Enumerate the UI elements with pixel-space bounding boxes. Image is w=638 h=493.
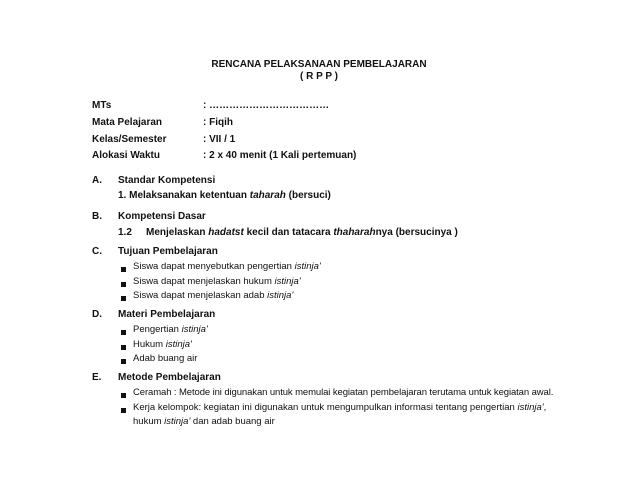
section-b-item-number: 1.2 <box>118 227 132 238</box>
section-b-item: Menjelaskan hadatst kecil dan tatacara thaharahnya (bersucinya ) <box>146 227 458 238</box>
info-label-time: Alokasi Waktu <box>92 150 160 161</box>
section-a-item: 1. Melaksanakan ketentuan taharah (bersuci) <box>118 190 331 201</box>
bullet-icon <box>121 293 126 304</box>
info-label-mts: MTs <box>92 100 112 111</box>
section-e-letter: E. <box>92 372 102 383</box>
section-b-heading: Kompetensi Dasar <box>118 211 206 222</box>
bullet-icon <box>121 327 126 338</box>
bullet-icon <box>121 390 126 401</box>
section-c-letter: C. <box>92 246 102 257</box>
section-e-heading: Metode Pembelajaran <box>118 372 221 383</box>
list-item: Siswa dapat menyebutkan pengertian istinja' <box>133 261 321 272</box>
info-value-subject: : Fiqih <box>203 117 233 128</box>
section-d-letter: D. <box>92 309 102 320</box>
document-subtitle: ( R P P ) <box>300 71 338 82</box>
bullet-icon <box>121 405 126 416</box>
info-value-time: : 2 x 40 menit (1 Kali pertemuan) <box>203 150 357 161</box>
section-d-heading: Materi Pembelajaran <box>118 309 216 320</box>
section-b-letter: B. <box>92 211 102 222</box>
section-a-letter: A. <box>92 175 102 186</box>
section-c-heading: Tujuan Pembelajaran <box>118 246 218 257</box>
info-label-subject: Mata Pelajaran <box>92 117 163 128</box>
bullet-icon <box>121 356 126 367</box>
document-title: RENCANA PELAKSANAAN PEMBELAJARAN <box>211 59 427 70</box>
section-a-heading: Standar Kompetensi <box>118 175 216 186</box>
list-item: Siswa dapat menjelaskan adab istinja' <box>133 290 294 301</box>
info-value-mts: : ……………………………… <box>203 100 330 111</box>
list-item: Siswa dapat menjelaskan hukum istinja' <box>133 276 301 287</box>
list-item: Kerja kelompok: kegiatan ini digunakan untuk mengumpulkan informasi tentang pengertian istinja', <box>133 402 547 413</box>
bullet-icon <box>121 279 126 290</box>
bullet-icon <box>121 264 126 275</box>
list-item: Pengertian istinja' <box>133 324 208 335</box>
list-item-continuation: hukum istinja' dan adab buang air <box>133 416 275 427</box>
list-item: Ceramah : Metode ini digunakan untuk memulai kegiatan pembelajaran terutama untuk kegiatan awal. <box>133 387 554 398</box>
info-label-class: Kelas/Semester <box>92 134 167 145</box>
list-item: Hukum istinja' <box>133 339 192 350</box>
list-item: Adab buang air <box>133 353 198 364</box>
info-value-class: : VII / 1 <box>203 134 236 145</box>
bullet-icon <box>121 342 126 353</box>
